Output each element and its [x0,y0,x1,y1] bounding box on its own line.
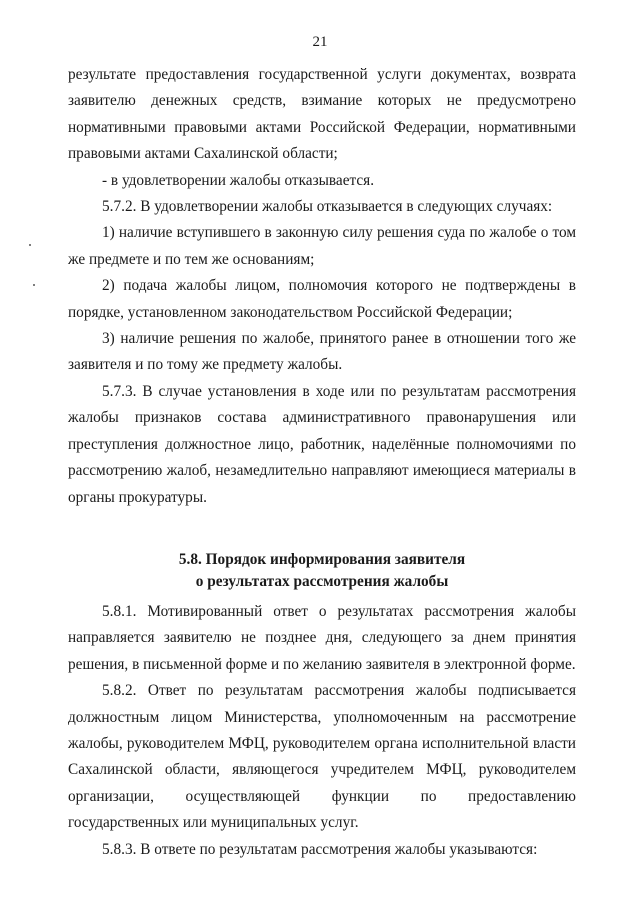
document-body [68,62,576,863]
paragraph: 5.8.2. Ответ по результатам рассмотрения жалобы подписывается должностным лицом Министерства, уполномоченным на рассмотрение жалобы, руководителем МФЦ, руководителем органа исполнительной власти Сахалинской области, являющегося учредителем МФЦ, руководителем организации, осуществляющей функции по предоставлению государственных или муниципальных услуг. [68,682,576,832]
section-heading-line-1: 5.8. Порядок информирования заявителя [178,550,466,568]
section-heading [68,549,576,593]
paragraph: 3) наличие решения по жалобе, принятого ранее в отношении того же заявителя и по тому же предмету жалобы. [68,330,576,374]
paragraph: 5.7.2. В удовлетворении жалобы отказывается в следующих случаях: [102,198,553,216]
paragraph: результате предоставления государственной услуги документах, возврата заявителю денежных средств, взимание которых не предусмотрено нормативными правовыми актами Российской Федерации, нормативными правовыми актами Сахалинской области; [68,66,576,163]
section-5-7-continuation [68,62,576,511]
paragraph: 1) наличие вступившего в законную силу решения суда по жалобе о том же предмете и по тем же основаниям; [68,224,576,268]
paragraph: - в удовлетворении жалобы отказывается. [102,171,375,189]
paragraph: 5.8.3. В ответе по результатам рассмотрения жалобы указываются: [102,840,538,858]
paragraph: 5.7.3. В случае установления в ходе или по результатам рассмотрения жалобы признаков состава административного правонарушения или преступления должностное лицо, работник, наделённые полномочиями по рассмотрению жалоб, незамедлительно направляют имеющиеся материалы в органы прокуратуры. [68,382,576,506]
section-heading-line-2: о результатах рассмотрения жалобы [195,572,449,590]
scan-speck [29,244,31,246]
paragraph: 2) подача жалобы лицом, полномочия которого не подтверждены в порядке, установленном законодательством Российской Федерации; [68,277,576,321]
section-5-8 [68,599,576,863]
scan-speck [33,284,35,286]
page-number: 21 [312,34,328,50]
paragraph: 5.8.1. Мотивированный ответ о результатах рассмотрения жалобы направляется заявителю не позднее дня, следующего за днем принятия решения, в письменной форме и по желанию заявителя в электронной форме. [68,602,576,673]
